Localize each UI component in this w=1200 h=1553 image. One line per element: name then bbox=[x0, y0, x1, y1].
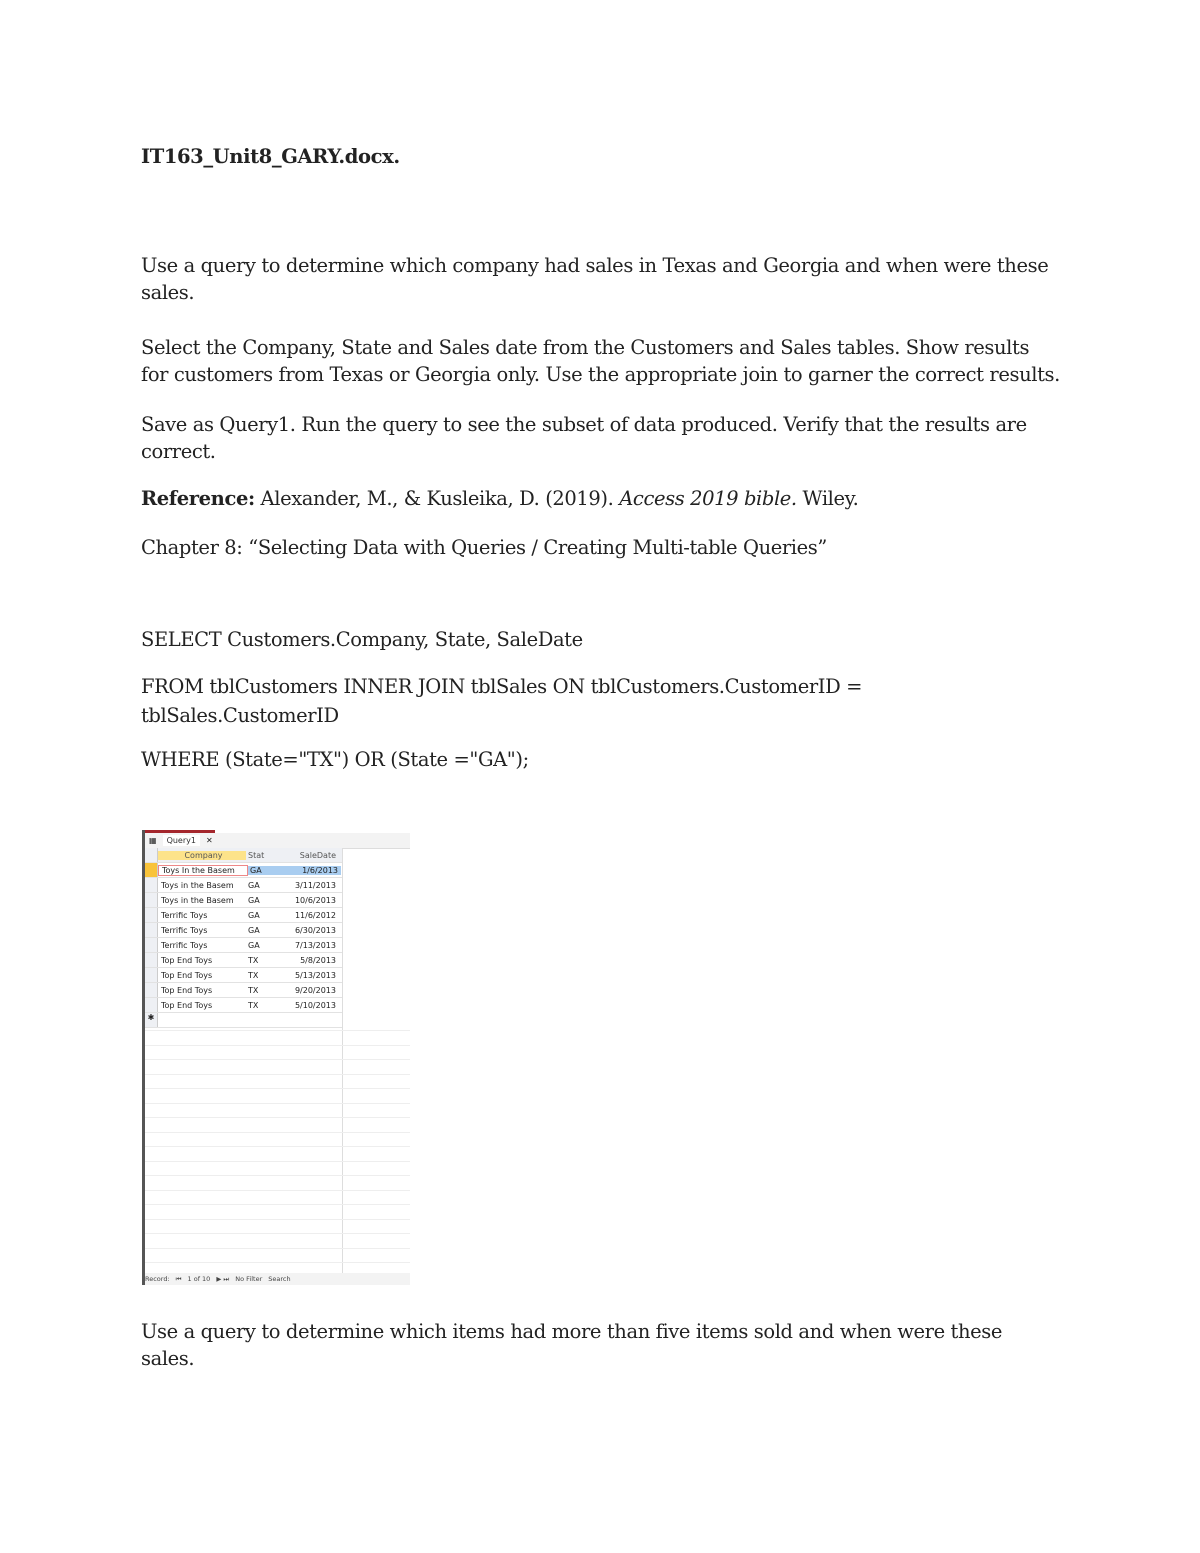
chapter: Chapter 8: “Selecting Data with Queries / Creating Multi-table Queries” bbox=[141, 536, 827, 559]
query-result-screenshot bbox=[142, 830, 410, 1285]
cell: Toys in the Basem bbox=[161, 880, 234, 890]
cell: 5/10/2013 bbox=[294, 1000, 336, 1010]
table-icon: ▦ bbox=[149, 836, 157, 845]
datasheet bbox=[145, 848, 342, 1028]
table-row bbox=[145, 908, 342, 923]
cell: Terrific Toys bbox=[161, 910, 208, 920]
col-state: Stat bbox=[248, 850, 265, 860]
cell: Toys In the Basem bbox=[158, 865, 248, 876]
paragraph: Use a query to determine which items had more than five items sold and when were these sales. bbox=[141, 1320, 1003, 1370]
new-record-row bbox=[145, 1013, 342, 1028]
table-row bbox=[145, 938, 342, 953]
cell: 1/6/2013 bbox=[280, 866, 341, 875]
reference bbox=[141, 485, 1061, 512]
cell: 11/6/2012 bbox=[294, 910, 336, 920]
table-row bbox=[145, 968, 342, 983]
cell: GA bbox=[248, 940, 260, 950]
cell: Terrific Toys bbox=[161, 925, 208, 935]
table-row bbox=[145, 923, 342, 938]
cell: GA bbox=[248, 895, 260, 905]
next-record-icon: ▶ ⏭ bbox=[216, 1274, 230, 1283]
new-record-icon: ✱ bbox=[145, 1013, 158, 1027]
cell: 5/8/2013 bbox=[300, 955, 336, 965]
paragraph: Save as Query1. Run the query to see the subset of data produced. Verify that the results are correct. bbox=[141, 413, 1027, 463]
cell: 7/13/2013 bbox=[294, 940, 336, 950]
paragraph: Select the Company, State and Sales date from the Customers and Sales tables. Show results for customers from Texas or Georgia only. Use the appropriate join to garner the correct results. bbox=[141, 336, 1060, 386]
table-row bbox=[145, 863, 342, 878]
cell: Toys in the Basem bbox=[161, 895, 234, 905]
cell: GA bbox=[248, 925, 260, 935]
paragraph: Use a query to determine which company had sales in Texas and Georgia and when were these sales. bbox=[141, 254, 1049, 304]
cell: 10/6/2013 bbox=[294, 895, 336, 905]
cell: TX bbox=[248, 1000, 259, 1010]
doc-title: IT163_Unit8_GARY.docx. bbox=[141, 145, 400, 168]
table-row bbox=[145, 983, 342, 998]
search-box: Search bbox=[268, 1275, 291, 1283]
cell: 5/13/2013 bbox=[294, 970, 336, 980]
table-row bbox=[145, 953, 342, 968]
first-record-icon: ⏮ bbox=[175, 1274, 182, 1283]
close-icon: ✕ bbox=[205, 836, 213, 845]
cell: Top End Toys bbox=[161, 985, 213, 995]
reference-text: Alexander, M., & Kusleika, D. (2019). bbox=[254, 487, 620, 510]
cell: TX bbox=[248, 985, 259, 995]
header-row bbox=[145, 848, 342, 863]
col-company: Company bbox=[158, 851, 246, 860]
reference-publisher: Wiley. bbox=[796, 487, 859, 510]
record-position: 1 of 10 bbox=[187, 1275, 211, 1283]
table-row bbox=[145, 878, 342, 893]
cell: GA bbox=[248, 880, 260, 890]
cell: GA bbox=[248, 910, 260, 920]
cell: Top End Toys bbox=[161, 970, 213, 980]
cell: TX bbox=[248, 970, 259, 980]
cell: Terrific Toys bbox=[161, 940, 208, 950]
reference-book: Access 2019 bible. bbox=[619, 487, 797, 510]
table-row bbox=[145, 998, 342, 1013]
cell: GA bbox=[248, 866, 280, 875]
col-saledate: SaleDate bbox=[299, 850, 336, 860]
cell: Top End Toys bbox=[161, 955, 213, 965]
filter-status: No Filter bbox=[235, 1275, 263, 1283]
query-tab: Query1 bbox=[163, 835, 200, 846]
table-row bbox=[145, 893, 342, 908]
sql-line: SELECT Customers.Company, State, SaleDate bbox=[141, 628, 583, 651]
record-navigator bbox=[145, 1273, 410, 1285]
cell: TX bbox=[248, 955, 259, 965]
cell: Top End Toys bbox=[161, 1000, 213, 1010]
cell: 3/11/2013 bbox=[294, 880, 336, 890]
record-label: Record: bbox=[145, 1275, 170, 1283]
cell: 9/20/2013 bbox=[294, 985, 336, 995]
sql-line: FROM tblCustomers INNER JOIN tblSales ON tblCustomers.CustomerID = tblSales.CustomerID bbox=[141, 675, 863, 727]
reference-label: Reference: bbox=[141, 487, 255, 510]
cell: 6/30/2013 bbox=[294, 925, 336, 935]
sql-line: WHERE (State="TX") OR (State ="GA"); bbox=[141, 748, 529, 771]
